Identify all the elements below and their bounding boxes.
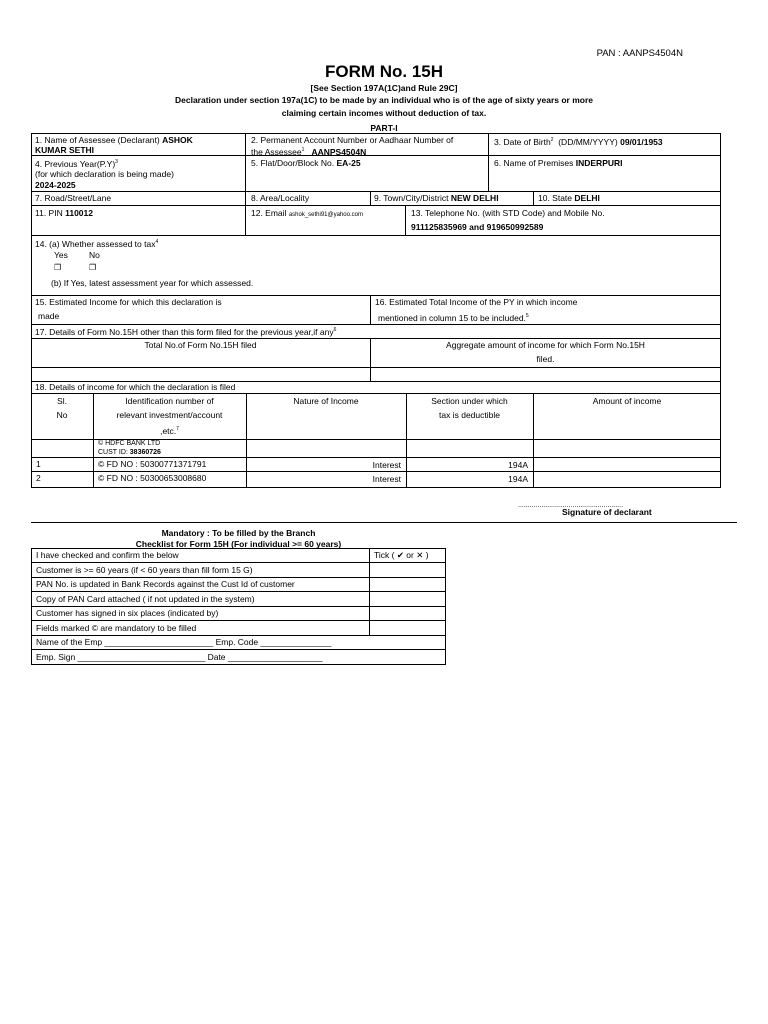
- assessee-name-value-part1: ASHOK: [162, 135, 193, 145]
- section-reference: [See Section 197A(1C)and Rule 29C]: [310, 83, 458, 93]
- checklist-item-5: Customer has signed in six places (indicated by): [36, 608, 219, 618]
- previous-year-note: (for which declaration is being made): [35, 169, 174, 179]
- row1-identification: © FD NO : 50300771371791: [98, 459, 207, 469]
- road-street-label: 7. Road/Street/Lane: [35, 193, 112, 203]
- col-identification-header-line3: ,etc.$^7$: [160, 425, 179, 436]
- aggregate-income-header-line2: filed.: [536, 354, 555, 364]
- previous-year-value: 2024-2025: [35, 180, 76, 190]
- section-divider: [31, 522, 737, 523]
- col-identification-header: Identification number of: [125, 396, 214, 406]
- flat-door-value: EA-25: [336, 158, 361, 168]
- declaration-line-1: Declaration under section 197a(1C) to be made by an individual who is of the age of sixty years or more: [174, 95, 594, 105]
- col-section-header: Section under which: [431, 396, 508, 406]
- town-city-value: NEW DELHI: [450, 193, 499, 203]
- assessed-to-tax-label: 14. (a) Whether assessed to tax$^4$: [35, 238, 159, 249]
- tick-column-header: Tick ( ✔ or ✕ ): [374, 550, 429, 560]
- col-sl-header-line2: No: [56, 410, 68, 420]
- signature-label: Signature of declarant: [562, 507, 652, 517]
- assessed-no-label: No: [89, 250, 100, 260]
- row2-nature: Interest: [372, 474, 401, 484]
- total-forms-filed-header: Total No.of Form No.15H filed: [144, 340, 257, 350]
- assessed-yes-checkbox[interactable]: ❐: [54, 263, 62, 272]
- estimated-income-label-line2: made: [38, 311, 60, 321]
- row2-sl: 2: [36, 473, 41, 483]
- cust-id-value: 38360726: [129, 449, 161, 456]
- checklist-item-1: I have checked and confirm the below: [36, 550, 179, 560]
- checklist-item-4: Copy of PAN Card attached ( if not updated in the system): [36, 594, 255, 604]
- estimated-income-label: 15. Estimated Income for which this declaration is: [35, 297, 222, 307]
- checklist-item-2: Customer is >= 60 years (if < 60 years than fill form 15 G): [36, 565, 253, 575]
- checklist-item-6: Fields marked © are mandatory to be filled: [36, 623, 197, 633]
- col-section-header-line2: tax is deductible: [439, 410, 500, 420]
- previous-year-label: 4. Previous $Year(P.Y)^3$: [35, 158, 118, 169]
- col-nature-header: Nature of Income: [293, 396, 359, 406]
- flat-door-label: 5. Flat/Door/Block No. EA-25: [251, 158, 361, 168]
- part-heading: PART-I: [370, 123, 398, 133]
- town-city-label: 9. Town/City/District NEW DELHI: [374, 193, 499, 203]
- date-of-birth-label: 3. Date of Birth$^2$ (DD/MM/YYYY) 09/01/1953: [494, 136, 663, 147]
- row1-sl: 1: [36, 459, 41, 469]
- estimated-total-income-label-line2: mentioned in column 15 to be included.$^5$: [378, 312, 529, 323]
- other-forms-label: 17. Details of Form No.15H other than this form filed for the previous year,if any$^6$: [35, 326, 337, 337]
- cust-id-label: CUST ID: 38360726: [98, 449, 161, 456]
- state-value: DELHI: [574, 193, 600, 203]
- col-sl-header: Sl.: [57, 396, 67, 406]
- area-locality-label: 8. Area/Locality: [251, 193, 310, 203]
- row1-section: 194A: [508, 460, 528, 470]
- checklist-subheading: Checklist for Form 15H (For individual >= 60 years): [135, 539, 342, 549]
- email-value: ashok_sethi91@yahoo.com: [288, 212, 363, 218]
- signature-line[interactable]: ......................................................: [518, 502, 624, 509]
- row2-section: 194A: [508, 474, 528, 484]
- pan-aadhaar-label-line2: the Assessee$^1$ AANPS4504N: [251, 146, 367, 157]
- pan-header: PAN : AANPS4504N: [596, 48, 683, 59]
- checklist-item-3: PAN No. is updated in Bank Records against the Cust Id of customer: [36, 579, 295, 589]
- estimated-total-income-label: 16. Estimated Total Income of the PY in which income: [375, 297, 578, 307]
- row2-identification: © FD NO : 50300653008680: [98, 473, 207, 483]
- pan-value: AANPS4504N: [311, 146, 367, 157]
- email-label: 12. Email ashok_sethi91@yahoo.com: [251, 208, 363, 218]
- assessed-yes-label: Yes: [54, 250, 68, 260]
- form-title: FORM No. 15H: [324, 62, 444, 81]
- col-amount-header: Amount of income: [592, 396, 662, 406]
- latest-assessment-year-label: (b) If Yes, latest assessment year for which assessed.: [51, 278, 254, 288]
- col-identification-header-line2: relevant investment/account: [116, 410, 223, 420]
- aggregate-income-header: Aggregate amount of income for which Form No.15H: [446, 340, 645, 350]
- income-details-label: 18. Details of income for which the declaration is filed: [35, 382, 236, 392]
- pan-aadhaar-label: 2. Permanent Account Number or Aadhaar Number of: [251, 135, 454, 145]
- bank-name: © HDFC BANK LTD: [98, 440, 161, 447]
- telephone-value: 911125835969 and 919650992589: [411, 222, 544, 232]
- pin-value: 110012: [65, 208, 93, 218]
- premises-label: 6. Name of Premises INDERPURI: [494, 158, 623, 168]
- employee-name-code[interactable]: Name of the Emp _______________________ Emp. Code _______________: [36, 637, 332, 647]
- declaration-line-2: claiming certain incomes without deduction of tax.: [281, 108, 487, 118]
- pin-label: 11. PIN 110012: [35, 208, 93, 218]
- assessee-name-value-part2: KUMAR SETHI: [35, 145, 95, 155]
- row1-nature: Interest: [372, 460, 401, 470]
- assessee-name-label: 1. Name of Assessee (Declarant) ASHOK: [35, 135, 193, 145]
- checklist-heading: Mandatory : To be filled by the Branch: [161, 528, 316, 538]
- premises-value: INDERPURI: [575, 158, 623, 168]
- telephone-label: 13. Telephone No. (with STD Code) and Mobile No.: [411, 208, 605, 218]
- date-of-birth-value: 09/01/1953: [620, 136, 663, 147]
- employee-sign-date[interactable]: Emp. Sign ___________________________ Date ____________________: [36, 652, 323, 662]
- assessed-no-checkbox[interactable]: ❐: [89, 263, 97, 272]
- state-label: 10. State DELHI: [538, 193, 600, 203]
